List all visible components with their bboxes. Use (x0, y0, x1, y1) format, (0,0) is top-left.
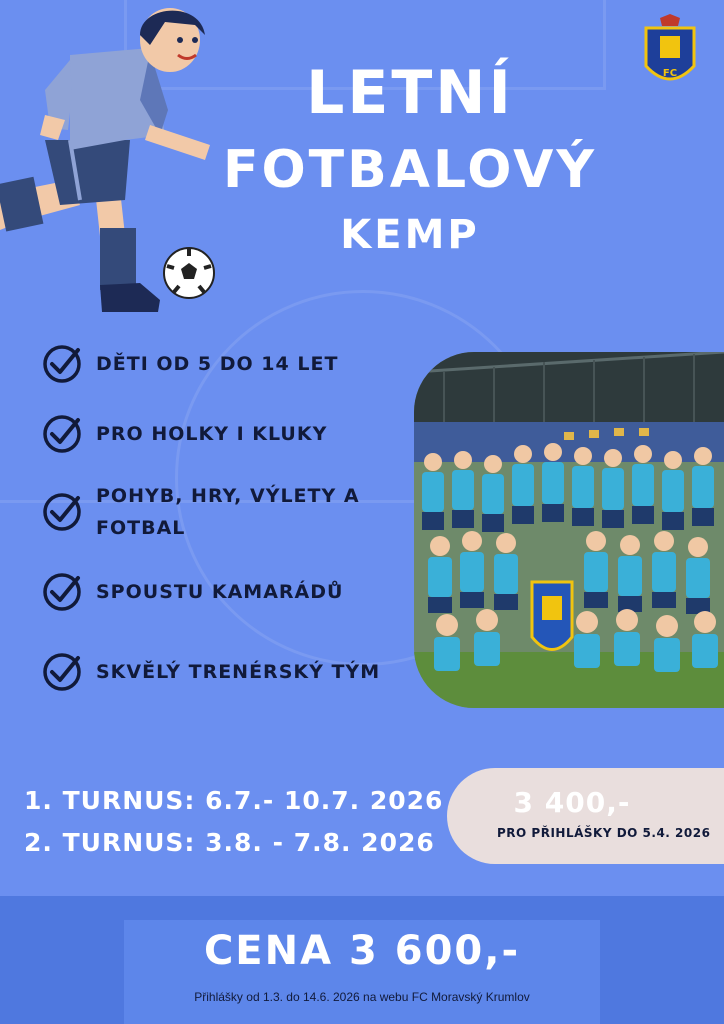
bullet-item-age (42, 344, 338, 384)
bullet-text: SKVĚLÝ TRENÉRSKÝ TÝM (96, 661, 381, 683)
crest-label: FC (662, 68, 678, 79)
check-icon (42, 344, 82, 384)
check-icon (42, 652, 82, 692)
club-crest-icon (644, 14, 696, 92)
title-line-1: LETNÍ (306, 58, 514, 128)
check-icon (42, 414, 82, 454)
turnus-first: 1. TURNUS: 6.7.- 10.7. 2026 (24, 786, 444, 815)
early-price: 3 400,- (513, 786, 631, 819)
title-line-2: FOTBALOVÝ (222, 140, 598, 200)
bullet-item-coaches (42, 652, 380, 692)
bullet-text: SPOUSTU KAMARÁDŮ (96, 581, 344, 603)
title-line-3: KEMP (340, 212, 480, 258)
bullet-item-activities (42, 480, 402, 544)
bullet-text: DĚTI OD 5 DO 14 LET (96, 353, 339, 375)
registration-info: Přihlášky od 1.3. do 14.6. 2026 na webu FC Moravský Krumlov (194, 990, 530, 1004)
check-icon (42, 572, 82, 612)
team-photo (414, 352, 724, 708)
early-price-bubble (447, 768, 724, 864)
bullet-item-friends (42, 572, 343, 612)
bullet-text: PRO HOLKY I KLUKY (96, 423, 328, 445)
bullet-item-gender (42, 414, 327, 454)
price-label: CENA 3 600,- (203, 928, 521, 974)
early-price-note: PRO PŘIHLÁŠKY DO 5.4. 2026 (497, 826, 711, 840)
turnus-second: 2. TURNUS: 3.8. - 7.8. 2026 (24, 828, 435, 857)
check-icon (42, 492, 82, 532)
bullet-text: POHYB, HRY, VÝLETY A FOTBAL (96, 485, 360, 539)
